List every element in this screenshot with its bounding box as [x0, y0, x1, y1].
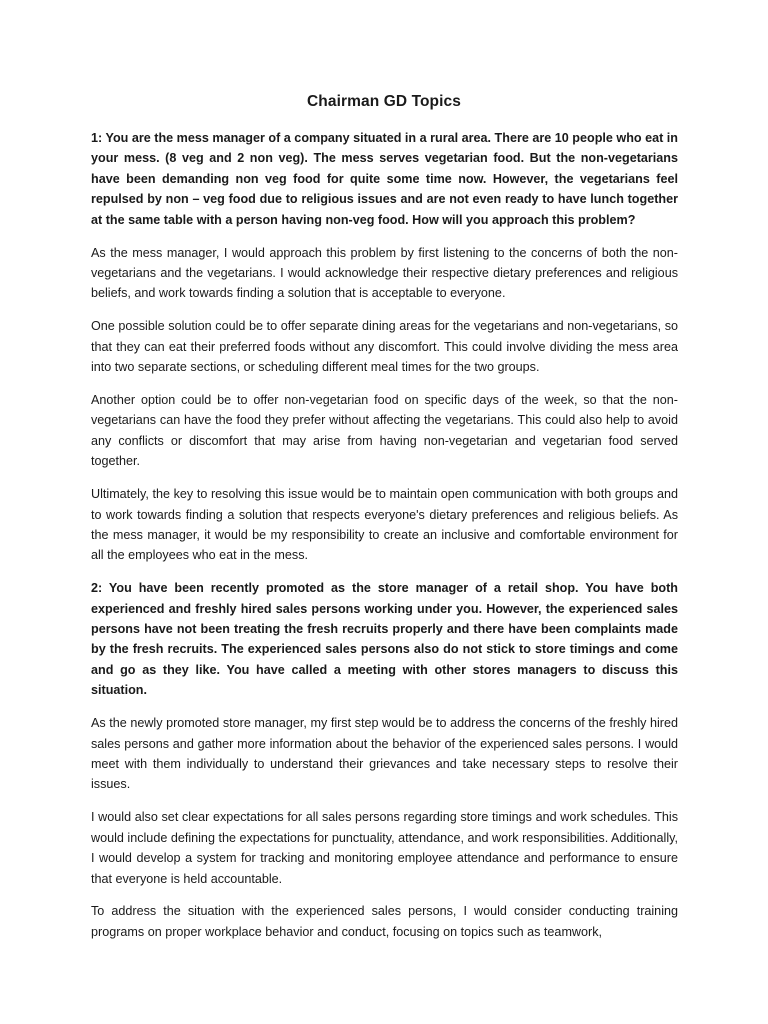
answer-paragraph: Ultimately, the key to resolving this issue would be to maintain open communication with both groups and to work towards finding a solution that respects everyone's dietary preferences and religious beliefs. As the mess manager, it would be my responsibility to create an inclusive and comfortable environment for all the employees who eat in the mess. — [91, 487, 678, 563]
question-paragraph-1: 1: You are the mess manager of a company situated in a rural area. There are 10 people who eat in your mess. (8 veg and 2 non veg). The mess serves vegetarian food. But the non-vegetarians have been demanding non veg food for quite some time now. However, the vegetarians feel repulsed by non – veg food due to religious issues and are not even ready to have lunch together at the same table with a person having non-veg food. How will you approach this problem? — [91, 131, 678, 227]
document-body — [91, 128, 678, 955]
answer-paragraph: As the newly promoted store manager, my first step would be to address the concerns of the freshly hired sales persons and gather more information about the behavior of the experienced sales persons. I would meet with them individually to understand their grievances and take necessary steps to resolve their issues. — [91, 716, 678, 792]
answer-paragraph: Another option could be to offer non-vegetarian food on specific days of the week, so that the non-vegetarians can have the food they prefer without affecting the vegetarians. This could also help to avoid any conflicts or discomfort that may arise from having non-vegetarian and vegetarian food served together. — [91, 392, 678, 469]
answer-paragraph: To address the situation with the experienced sales persons, I would consider conducting training programs on proper workplace behavior and conduct, focusing on topics such as teamwork, — [91, 904, 678, 939]
answer-paragraph: As the mess manager, I would approach this problem by first listening to the concerns of both the non-vegetarians and the vegetarians. I would acknowledge their respective dietary preferences and religious beliefs, and work towards finding a solution that is acceptable to everyone. — [91, 245, 678, 301]
question-paragraph-2: 2: You have been recently promoted as the store manager of a retail shop. You have both experienced and freshly hired sales persons working under you. However, the experienced sales persons have not been treating the fresh recruits properly and there have been complaints made by the fresh recruits. The experienced sales persons also do not stick to store timings and come and go as they like. You have called a meeting with other stores managers to discuss this situation. — [91, 581, 678, 698]
answer-paragraph: One possible solution could be to offer separate dining areas for the vegetarians and non-vegetarians, so that they can eat their preferred foods without any discomfort. This could involve dividing the mess area into two separate sections, or scheduling different meal times for the two groups. — [91, 319, 678, 375]
answer-paragraph: I would also set clear expectations for all sales persons regarding store timings and work schedules. This would include defining the expectations for punctuality, attendance, and work responsibilities. Additionally, I would develop a system for tracking and monitoring employee attendance and performance to ensure that everyone is held accountable. — [91, 810, 678, 886]
document-title: Chairman GD Topics — [307, 93, 461, 110]
